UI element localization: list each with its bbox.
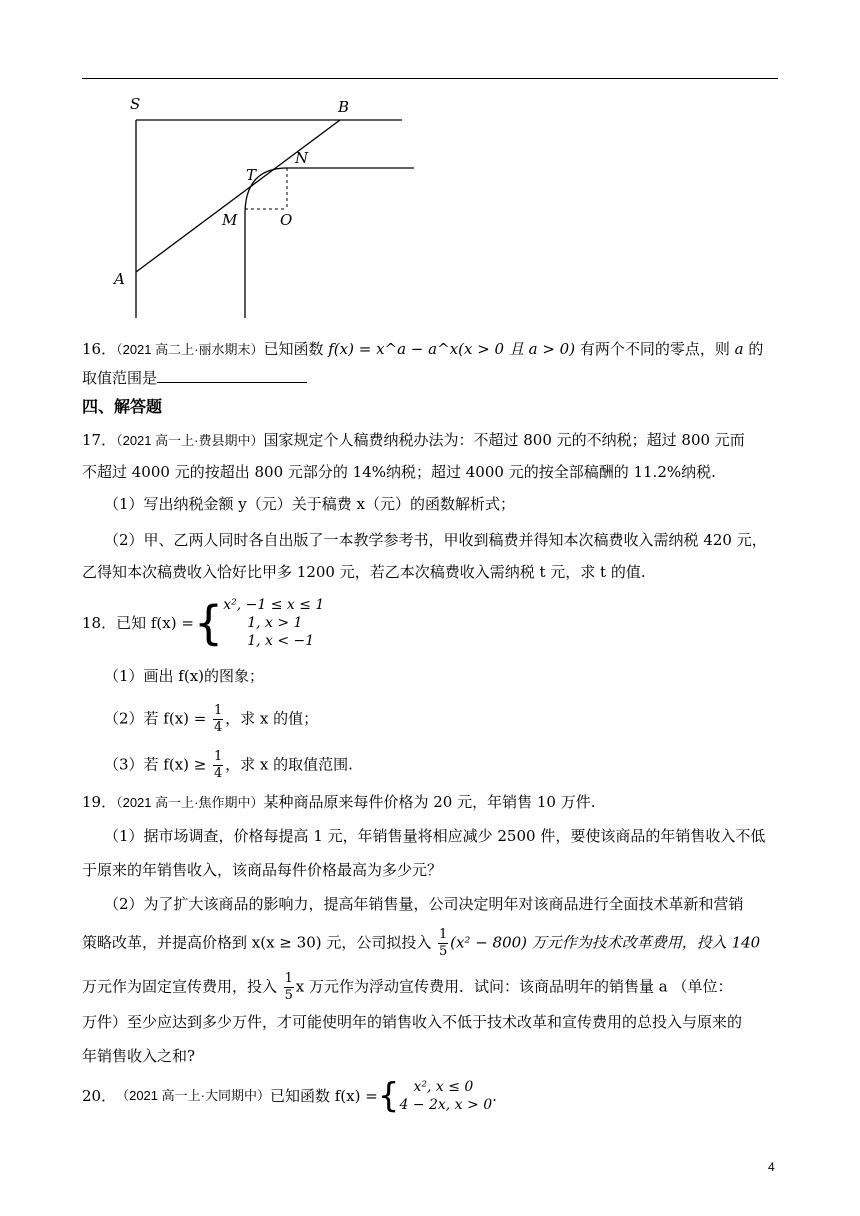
q16-var-a: a [734, 340, 744, 358]
q18-part3 [104, 750, 353, 781]
q19-text: 某种商品原来每件价格为 20 元，年销售 10 万件. [263, 793, 596, 811]
q20-source: （2021 高一上·大同期中） [116, 1088, 270, 1103]
q19-part2a: （2）为了扩大该商品的影响力，提高年销售量，公司决定明年对该商品进行全面技术革新和营销 [104, 895, 744, 913]
q16-text-c: 的 [743, 340, 764, 358]
label-M: M [222, 211, 238, 229]
fraction-quarter-2: $\frac{1}{4}$ [214, 749, 223, 781]
q20-tail: . [492, 1087, 497, 1105]
q20-case-1: x², x ≤ 0 [413, 1079, 474, 1095]
case-2: 1, x > 1 [247, 615, 303, 631]
left-brace-2: { [377, 1076, 400, 1116]
left-brace: { [193, 596, 224, 650]
fraction-quarter: $\frac{1}{4}$ [214, 703, 223, 735]
q19-number: 19． [82, 793, 117, 811]
q17-text: 国家规定个人稿费纳税办法为：不超过 800 元的不纳税；超过 800 元而 [263, 431, 745, 449]
geometry-figure [104, 92, 424, 322]
q19-p2c-tail: x 万元作为浮动宣传费用．试问：该商品明年的销售量 a （单位： [295, 977, 733, 996]
q16-line1 [82, 339, 763, 360]
q20-case-2: 4 − 2x, x > 0 [399, 1097, 493, 1113]
q18-p3-lead: （3）若 f(x) ≥ [104, 755, 212, 774]
q17-line2: 不超过 4000 元的按超出 800 元部分的 14%纳税；超过 4000 元的按全部稿酬的 11.2%纳税. [82, 463, 716, 481]
q19-source: （2021 高一上·焦作期中） [116, 795, 264, 810]
q16-number: 16． [82, 340, 117, 358]
section-heading: 四、解答题 [82, 399, 163, 416]
q16-source: （2021 高二上·丽水期末） [116, 342, 264, 357]
q17-part2b: 乙得知本次稿费收入恰好比甲多 1200 元，若乙本次稿费收入需纳税 t 元，求 t 的值. [82, 563, 646, 581]
q20-lead: 已知函数 f(x) = [269, 1087, 378, 1105]
q16-text-b: 有两个不同的零点，则 [575, 340, 735, 358]
q19-part2e: 年销售收入之和? [82, 1047, 196, 1065]
q19-p2b-lead: 策略改革，并提高价格到 x(x ≥ 30) 元，公司拟投入 [82, 933, 437, 952]
q18-part2 [104, 704, 318, 735]
q19-p2b-tail: (x² − 800) 万元作为技术改革费用，投入 140 [450, 933, 761, 952]
q16-text: 已知函数 [263, 340, 329, 358]
q17-source: （2021 高一上·费县期中） [116, 433, 264, 448]
q17-number: 17． [82, 431, 117, 449]
q20-number: 20． [82, 1087, 117, 1105]
q19-part2d: 万件）至少应达到多少万件，才可能使明年的销售收入不低于技术改革和宣传费用的总投入与原来的 [82, 1013, 743, 1031]
q18-number: 18． [82, 614, 117, 632]
label-O: O [280, 211, 293, 229]
q17-line1 [82, 430, 745, 451]
corridor-curve [245, 168, 414, 318]
q18-p2-tail: ，求 x 的值； [225, 709, 319, 728]
fraction-fifth: $\frac{1}{5}$ [438, 927, 448, 959]
q16-line2 [82, 368, 307, 388]
label-S: S [130, 95, 141, 113]
page-number: 4 [768, 1160, 775, 1174]
answer-blank[interactable] [157, 368, 307, 383]
piecewise-cases [223, 596, 324, 650]
q20-definition [82, 1078, 497, 1114]
case-1: x², −1 ≤ x ≤ 1 [223, 597, 325, 613]
label-A: A [114, 270, 125, 288]
label-N: N [295, 149, 309, 167]
q18-definition [82, 596, 324, 650]
q18-lead: 已知 f(x) = [116, 614, 194, 632]
q16-expression: f(x) = x^a − a^x(x > 0 且 a > 0) [328, 340, 576, 358]
q17-part1: （1）写出纳税金额 y（元）关于稿费 x（元）的函数解析式； [104, 495, 516, 513]
q18-part1: （1）画出 f(x)的图象； [104, 667, 265, 685]
q19-part2b [82, 928, 760, 959]
q16-prompt: 取值范围是 [82, 369, 158, 387]
case-3: 1, x < −1 [247, 633, 315, 649]
label-T: T [246, 166, 257, 184]
line-AB [136, 120, 340, 272]
header-rule [82, 78, 778, 79]
q17-part2a: （2）甲、乙两人同时各自出版了一本教学参考书，甲收到稿费并得知本次稿费收入需纳税 420 元， [104, 531, 767, 549]
piecewise-cases-2 [399, 1078, 492, 1114]
q18-p2-lead: （2）若 f(x) = [104, 709, 212, 728]
q19-part1b: 于原来的年销售收入，该商品每件价格最高为多少元？ [82, 861, 443, 879]
label-B: B [338, 98, 350, 116]
q19-p2c-lead: 万元作为固定宣传费用，投入 [82, 977, 282, 996]
q19-line1 [82, 792, 596, 813]
fraction-fifth-2: $\frac{1}{5}$ [284, 971, 293, 1003]
q19-part1a: （1）据市场调查，价格每提高 1 元，年销售量将相应减少 2500 件，要使该商品的年销售收入不低 [104, 827, 766, 845]
q18-p3-tail: ，求 x 的取值范围. [225, 755, 353, 774]
q19-part2c [82, 972, 733, 1003]
